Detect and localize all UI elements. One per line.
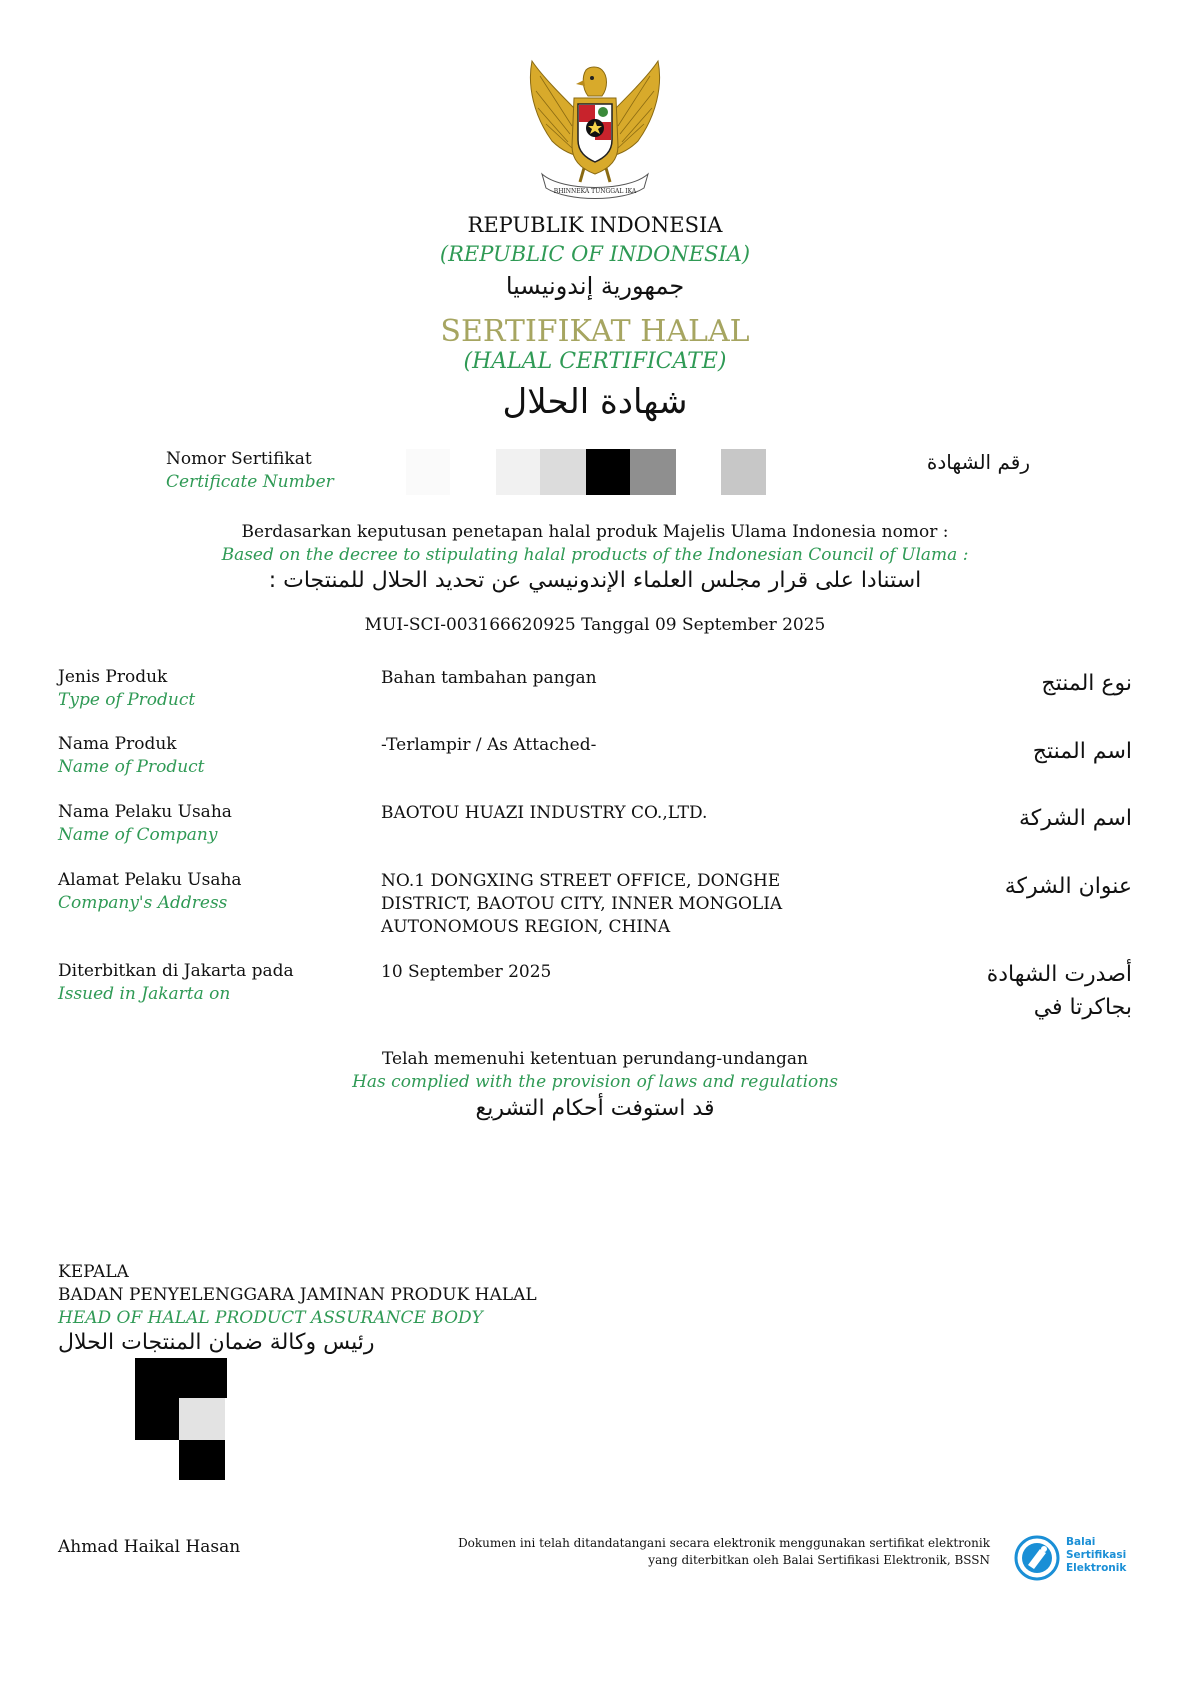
certificate-title: SERTIFIKAT HALAL <box>440 314 750 349</box>
certificate-title-ar: شهادة الحلال <box>502 382 688 422</box>
republic-heading-ar: جمهورية إندونيسيا <box>505 272 685 300</box>
company-name-value: BAOTOU HUAZI INDUSTRY CO.,LTD. <box>381 803 708 823</box>
signatory-agency-ar: رئيس وكالة ضمان المنتجات الحلال <box>58 1330 375 1355</box>
republic-heading-en: (REPUBLIC OF INDONESIA) <box>439 242 751 266</box>
company-name-label: Nama Pelaku Usaha <box>58 802 232 822</box>
company-name-label-en: Name of Company <box>58 825 218 845</box>
emblem-motto: BHINNEKA TUNGGAL IKA <box>553 188 637 195</box>
company-address-line: NO.1 DONGXING STREET OFFICE, DONGHE <box>381 871 781 891</box>
product-type-label: Jenis Produk <box>58 667 168 687</box>
company-address-label-ar: عنوان الشركة <box>1004 874 1132 899</box>
esign-notice-line: Dokumen ini telah ditandatangani secara elektronik menggunakan sertifikat elektronik <box>458 1536 990 1550</box>
bsre-logo-icon <box>1014 1535 1060 1581</box>
company-address-label: Alamat Pelaku Usaha <box>58 870 242 890</box>
decree-text-en: Based on the decree to stipulating halal products of the Indonesian Council of Ulama : <box>221 545 969 565</box>
product-name-label-ar: اسم المنتج <box>1032 739 1132 764</box>
qr-code-icon <box>127 1358 247 1480</box>
certificate-number-redacted <box>406 449 766 495</box>
compliance-text: Telah memenuhi ketentuan perundang-undangan <box>382 1049 808 1069</box>
signatory-agency-en: HEAD OF HALAL PRODUCT ASSURANCE BODY <box>58 1308 483 1328</box>
product-type-value: Bahan tambahan pangan <box>381 668 597 688</box>
company-address-line: AUTONOMOUS REGION, CHINA <box>381 917 671 937</box>
compliance-text-ar: قد استوفت أحكام التشريع <box>475 1096 715 1121</box>
decree-reference: MUI-SCI-003166620925 Tanggal 09 September 2025 <box>364 615 826 635</box>
decree-text: Berdasarkan keputusan penetapan halal produk Majelis Ulama Indonesia nomor : <box>241 522 949 542</box>
issued-label-ar-line: أصدرت الشهادة <box>986 962 1132 987</box>
company-address-label-en: Company's Address <box>58 893 228 913</box>
issued-label: Diterbitkan di Jakarta pada <box>58 961 294 981</box>
republic-heading: REPUBLIK INDONESIA <box>467 213 723 237</box>
garuda-emblem-icon <box>522 56 668 206</box>
signer-name: Ahmad Haikal Hasan <box>58 1537 241 1557</box>
product-name-value: -Terlampir / As Attached- <box>381 735 597 755</box>
issued-label-ar-line: بجاكرتا في <box>1033 995 1132 1020</box>
product-type-label-en: Type of Product <box>58 690 196 710</box>
issued-label-ar <box>880 958 1132 1024</box>
decree-text-ar: استنادا على قرار مجلس العلماء الإندونيسي عن تحديد الحلال للمنتجات : <box>268 568 922 593</box>
product-type-label-ar: نوع المنتج <box>1041 671 1132 696</box>
company-name-label-ar: اسم الشركة <box>1018 806 1132 831</box>
esign-notice <box>340 1535 990 1569</box>
certificate-number-label-ar: رقم الشهادة <box>926 450 1030 474</box>
bsre-logo-text <box>1066 1536 1126 1575</box>
product-name-label-en: Name of Product <box>58 757 205 777</box>
bsre-text-line: Balai <box>1066 1536 1096 1548</box>
compliance-text-en: Has complied with the provision of laws and regulations <box>352 1072 838 1092</box>
signatory-agency: BADAN PENYELENGGARA JAMINAN PRODUK HALAL <box>58 1285 537 1305</box>
certificate-title-en: (HALAL CERTIFICATE) <box>463 349 727 374</box>
certificate-number-label: Nomor Sertifikat <box>166 449 312 469</box>
company-address-value <box>381 870 782 939</box>
signatory-title: KEPALA <box>58 1262 129 1282</box>
product-name-label: Nama Produk <box>58 734 177 754</box>
bsre-text-line: Sertifikasi <box>1066 1549 1127 1561</box>
company-address-line: DISTRICT, BAOTOU CITY, INNER MONGOLIA <box>381 894 783 914</box>
issued-date-value: 10 September 2025 <box>381 962 552 982</box>
esign-notice-line: yang diterbitkan oleh Balai Sertifikasi Elektronik, BSSN <box>648 1553 990 1567</box>
certificate-number-label-en: Certificate Number <box>166 472 334 492</box>
bsre-text-line: Elektronik <box>1066 1562 1127 1574</box>
issued-label-en: Issued in Jakarta on <box>58 984 231 1004</box>
